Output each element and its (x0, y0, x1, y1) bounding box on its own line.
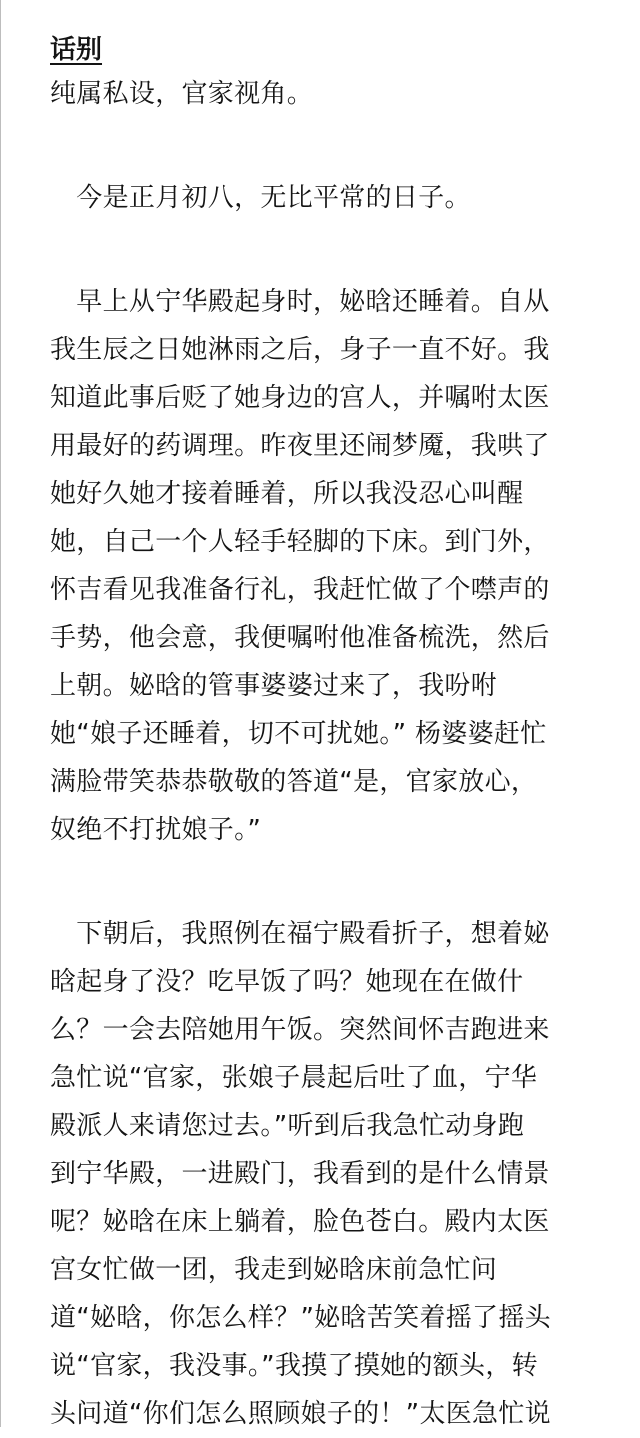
article-body (50, 30, 610, 1438)
text-line: 晗起身了没？吃早饭了吗？她现在在做什 (50, 967, 524, 997)
text-line: 今是正月初八，无比平常的日子。 (50, 183, 471, 213)
text-line: 头问道“你们怎么照顾娘子的！”太医急忙说 (50, 1399, 551, 1429)
text-line: 她，自己一个人轻手轻脚的下床。到门外， (50, 527, 550, 557)
left-border-line (0, 0, 1, 1427)
text-line: 她“娘子还睡着，切不可扰她。” 杨婆婆赶忙 (50, 719, 547, 749)
paragraph-gap (50, 118, 610, 174)
text-line: 满脸带笑恭恭敬敬的答道“是，官家放心， (50, 767, 538, 797)
article-title: 话别 (50, 35, 103, 65)
paragraph-2 (50, 278, 610, 854)
text-line: 么？一会去陪她用午饭。突然间怀吉跑进来 (50, 1015, 550, 1045)
paragraph-gap (50, 854, 610, 910)
text-line: 急忙说“官家，张娘子晨起后吐了血，宁华 (50, 1063, 538, 1093)
text-line: 殿派人来请您过去。”听到后我急忙动身跑 (50, 1111, 525, 1141)
text-line: 我生辰之日她淋雨之后，身子一直不好。我 (50, 335, 550, 365)
paragraph-gap (50, 222, 610, 278)
paragraph-3 (50, 910, 610, 1438)
text-line: 早上从宁华殿起身时，妼晗还睡着。自从 (50, 287, 550, 317)
text-line: 奴绝不打扰娘子。” (50, 815, 262, 845)
text-line: 用最好的药调理。昨夜里还闹梦魇，我哄了 (50, 431, 550, 461)
text-line: 说“官家，我没事。”我摸了摸她的额头，转 (50, 1351, 538, 1381)
text-line: 上朝。妼晗的管事婆婆过来了，我吩咐 (50, 671, 498, 701)
text-line: 宫女忙做一团，我走到妼晗床前急忙问 (50, 1255, 498, 1285)
article-intro: 纯属私设，官家视角。 (50, 79, 314, 109)
paragraph-1 (50, 174, 610, 222)
text-line: 下朝后，我照例在福宁殿看折子，想着妼 (50, 919, 550, 949)
text-line: 呢？妼晗在床上躺着，脸色苍白。殿内太医 (50, 1207, 550, 1237)
text-line: 道“妼晗，你怎么样？”妼晗苦笑着摇了摇头 (50, 1303, 551, 1333)
text-line: 手势，他会意，我便嘱咐他准备梳洗，然后 (50, 623, 550, 653)
text-line: 到宁华殿，一进殿门，我看到的是什么情景 (50, 1159, 550, 1189)
text-line: 知道此事后贬了她身边的宫人，并嘱咐太医 (50, 383, 550, 413)
text-line: 她好久她才接着睡着，所以我没忍心叫醒 (50, 479, 524, 509)
text-line: 怀吉看见我准备行礼，我赶忙做了个噤声的 (50, 575, 550, 605)
